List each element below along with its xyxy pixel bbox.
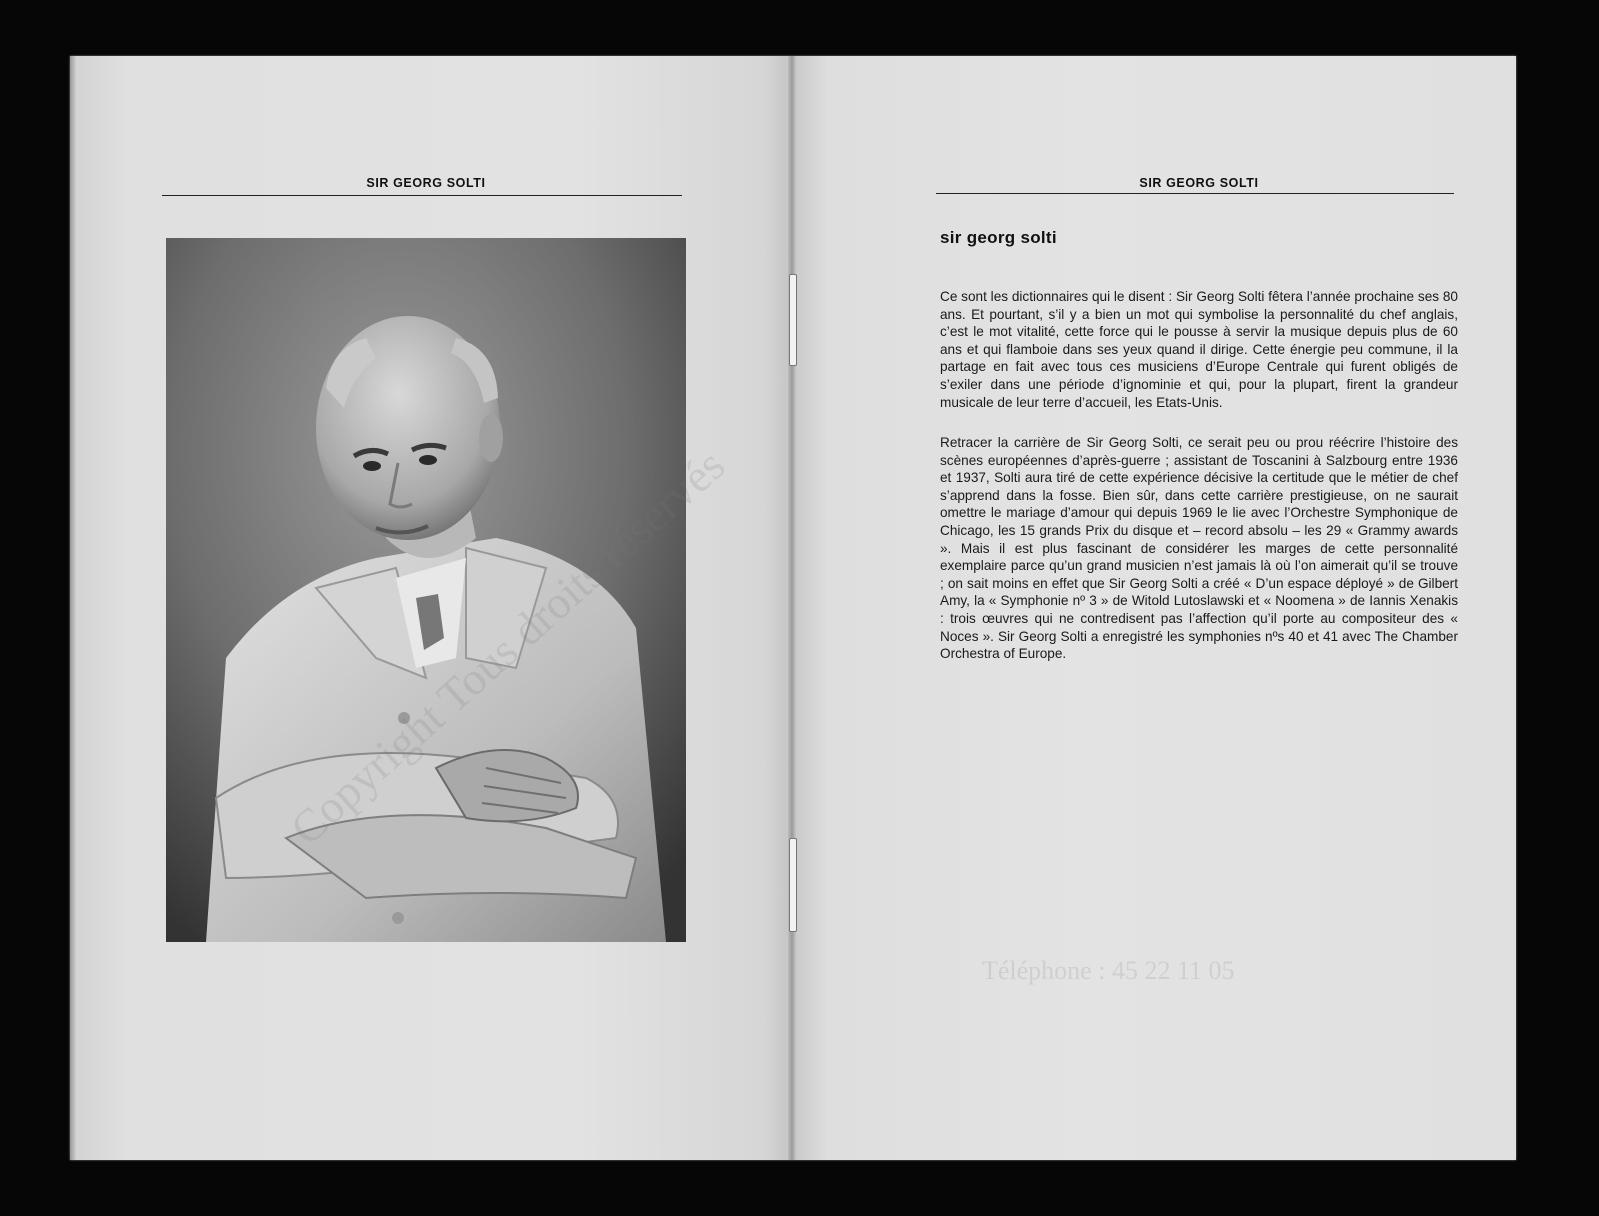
right-head-rule bbox=[936, 193, 1454, 194]
right-running-head: SIR GEORG SOLTI bbox=[1139, 176, 1259, 190]
staple-top bbox=[789, 274, 797, 366]
paragraph-2: Retracer la carrière de Sir Georg Solti, ce serait peu ou prou réécrire l’histoire des scènes européennes d’après-guerre ; assistant de Toscanini à Salzbourg entre 1936 et 1937, Solti aura tiré de cette expérience décisive la certitude que le métier de chef s’apprend dans la fosse. Bien sûr, dans cette carrière prestigieuse, on ne saurait omettre le mariage d’amour qui depuis 1969 le lie avec l’Orchestre Symphonique de Chicago, les 15 grands Prix du disque et – record absolu – les 29 « Grammy awards ». Mais il est plus fascinant de considérer les marges de cette personnalité exemplaire parce qu’un grand musicien n’est jamais là où l’on aimerait qu’il se trouve ; on sait moins en effet que Sir Georg Solti a créé « D’un espace déployé » de Gilbert Amy, la « Symphonie nº 3 » de Witold Lutoslawski et « Noomena » de Iannis Xenakis : trois œuvres qui ne contredisent pas l’affection qu’il porte au compositeur des « Noces ». Sir Georg Solti a enregistré les symphonies nºs 40 et 41 avec The Chamber Orchestra of Europe. bbox=[940, 435, 1458, 662]
open-booklet bbox=[70, 56, 1516, 1160]
bleed-through-text: Téléphone : 45 22 11 05 bbox=[982, 956, 1235, 985]
right-page bbox=[792, 56, 1516, 1160]
staple-bottom bbox=[789, 838, 797, 932]
portrait-photo bbox=[166, 238, 686, 942]
booklet-left-edge bbox=[70, 56, 76, 1160]
booklet-spine bbox=[788, 56, 796, 1160]
portrait-illustration bbox=[166, 238, 686, 942]
section-title: sir georg solti bbox=[940, 228, 1057, 247]
left-running-head: SIR GEORG SOLTI bbox=[366, 176, 486, 190]
left-page bbox=[70, 56, 792, 1160]
left-head-rule bbox=[162, 195, 682, 196]
paragraph-1: Ce sont les dictionnaires qui le disent : Sir Georg Solti fêtera l’année prochaine ses 80 ans. Et pourtant, s’il y a bien un mot qui symbolise la personnalité du chef anglais, c’est le mot vitalité, cette force qui le pousse à servir la musique depuis plus de 60 ans et qui flamboie dans ses yeux quand il dirige. Cette énergie peu commune, il la partage en fait avec tous ces musiciens d’Europe Centrale qui furent obligés de s’exiler dans une période d’ignominie et qui, pour la plupart, firent la grandeur musicale de leur terre d’accueil, les Etats-Unis. bbox=[940, 289, 1458, 410]
